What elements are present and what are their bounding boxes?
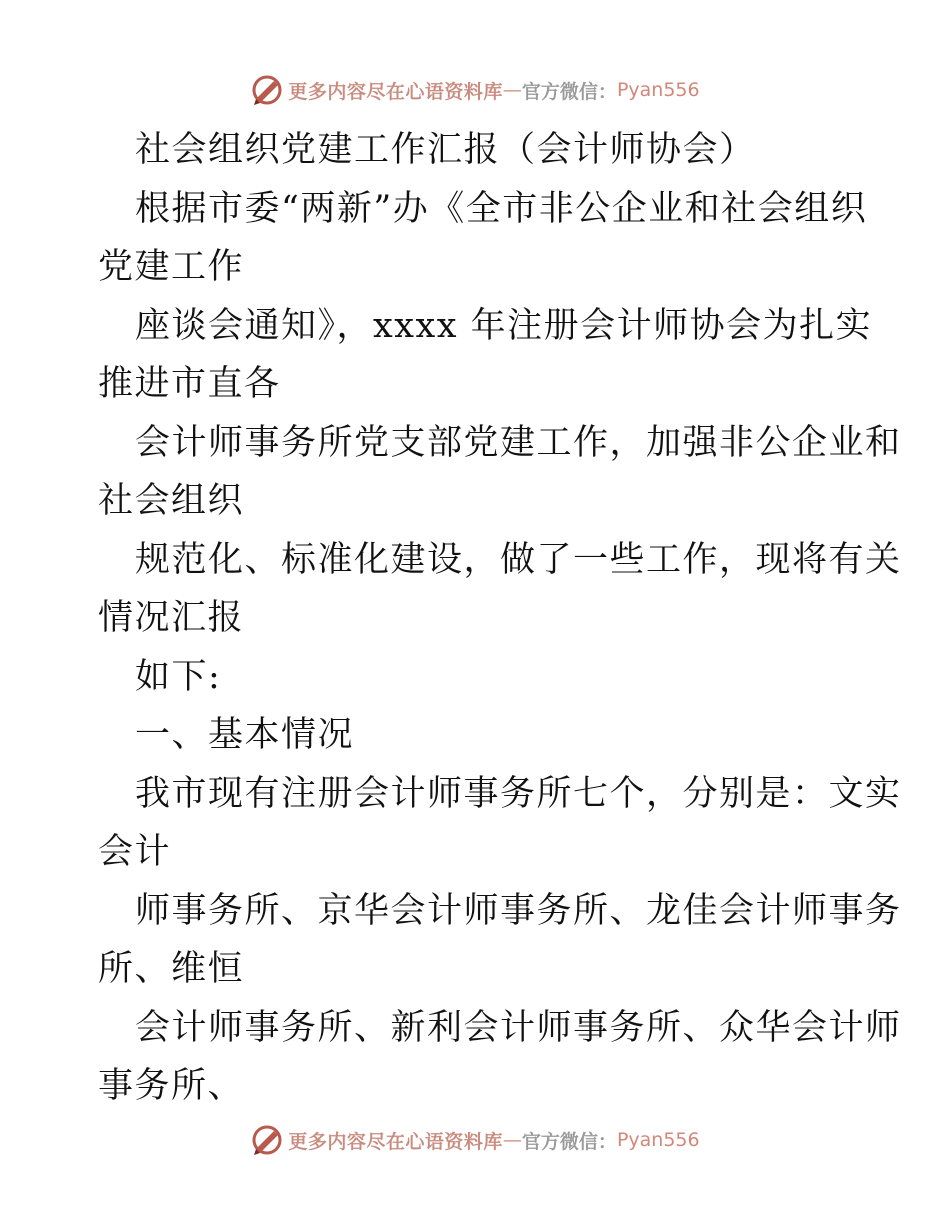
footer-banner [0,1120,950,1160]
body-line: 情况汇报 [98,598,245,638]
banner-wechat-label: 官方微信： [521,80,617,103]
banner-separator: — [502,1129,522,1151]
body-line: 根据市委“两新”办《全市非公企业和社会组织 [135,188,868,229]
body-line: 我市现有注册会计师事务所七个，分别是：文实 [135,773,902,814]
body-line: 如下: [135,656,222,697]
banner-wechat-id: Pyan556 [616,79,700,101]
section-heading: 一、基本情况 [135,715,355,755]
body-line: 会计师事务所、新利会计师事务所、众华会计师 [135,1007,902,1048]
body-line: 事务所、 [98,1066,245,1106]
banner-separator: — [502,79,522,101]
header-banner [0,70,950,110]
pen-logo-icon [250,73,284,107]
body-line: 所、维恒 [98,949,245,989]
banner-wechat-label: 官方微信： [521,1130,617,1153]
document-body [98,121,902,1116]
body-line: 师事务所、京华会计师事务所、龙佳会计师事务 [135,890,902,931]
body-line: 会计 [98,832,172,872]
body-line: 社会组织 [98,481,245,521]
body-line: 座谈会通知》，xxxx 年注册会计师协会为扎实 [135,305,873,346]
pen-logo-icon [250,1123,284,1157]
banner-main-text: 更多内容尽在心语资料库 [288,1130,503,1153]
body-line: 推进市直各 [98,364,281,404]
banner-main-text: 更多内容尽在心语资料库 [288,80,503,103]
body-line: 规范化、标准化建设，做了一些工作，现将有关 [135,539,902,580]
body-line: 党建工作 [98,247,245,287]
document-title: 社会组织党建工作汇报（会计师协会） [135,130,756,170]
banner-wechat-id: Pyan556 [616,1129,700,1151]
body-line: 会计师事务所党支部党建工作，加强非公企业和 [135,422,902,463]
